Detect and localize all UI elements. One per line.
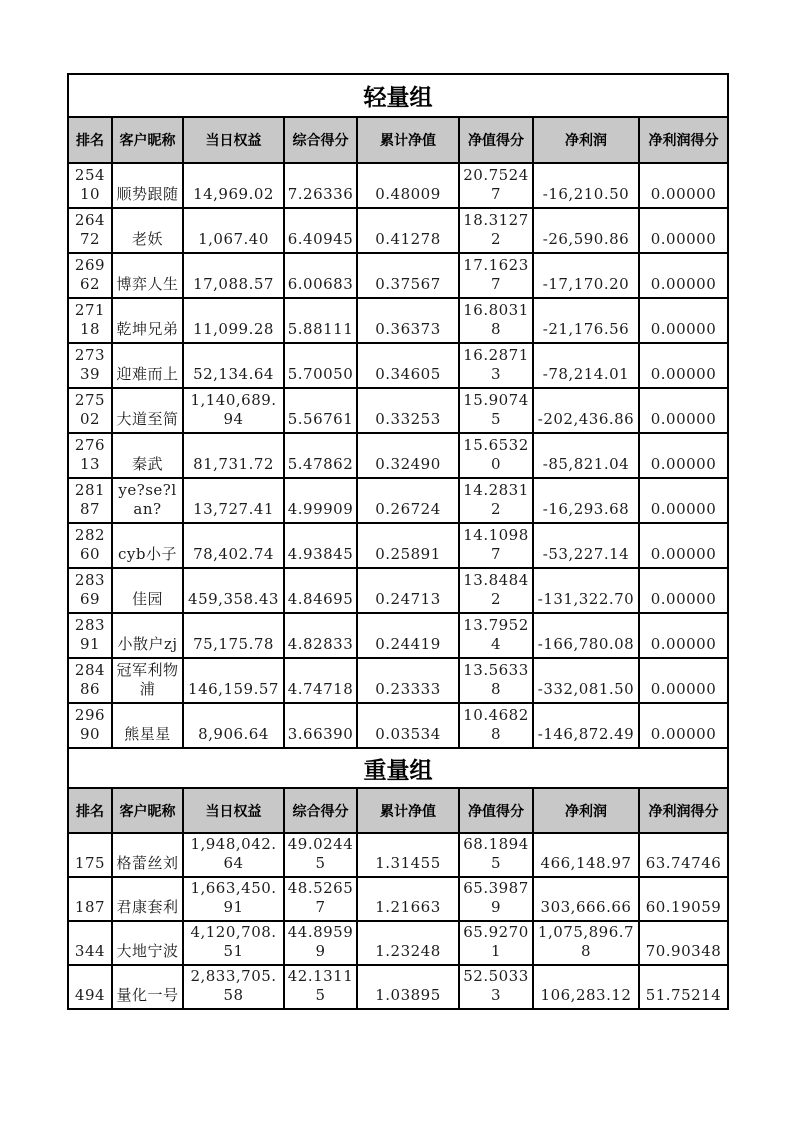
net-profit-score-cell: 51.75214 — [639, 965, 728, 1009]
table-row — [68, 613, 728, 658]
cumulative-networth-cell: 1.03895 — [357, 965, 459, 1009]
heavy-group-title: 重量组 — [68, 748, 728, 788]
nickname-cell: 乾坤兄弟 — [112, 298, 183, 343]
cumulative-networth-cell: 0.26724 — [357, 478, 459, 523]
networth-score-cell: 17.16237 — [459, 253, 533, 298]
column-header: 累计净值 — [357, 117, 459, 163]
rank-cell: 27613 — [68, 433, 112, 478]
net-profit-score-cell: 70.90348 — [639, 921, 728, 965]
nickname-cell: 熊星星 — [112, 703, 183, 748]
column-header: 客户昵称 — [112, 788, 183, 833]
composite-score-cell: 5.47862 — [284, 433, 357, 478]
networth-score-cell: 16.80318 — [459, 298, 533, 343]
composite-score-cell: 4.82833 — [284, 613, 357, 658]
net-profit-cell: -131,322.70 — [533, 568, 639, 613]
net-profit-cell: 466,148.97 — [533, 833, 639, 877]
cumulative-networth-cell: 0.41278 — [357, 208, 459, 253]
table-row — [68, 163, 728, 208]
table-row — [68, 833, 728, 877]
table-row — [68, 568, 728, 613]
net-profit-score-cell: 0.00000 — [639, 568, 728, 613]
cumulative-networth-cell: 0.36373 — [357, 298, 459, 343]
net-profit-score-cell: 0.00000 — [639, 388, 728, 433]
rank-cell: 27339 — [68, 343, 112, 388]
cumulative-networth-cell: 0.32490 — [357, 433, 459, 478]
composite-score-cell: 6.40945 — [284, 208, 357, 253]
nickname-cell: 顺势跟随 — [112, 163, 183, 208]
daily-equity-cell: 13,727.41 — [183, 478, 284, 523]
cumulative-networth-cell: 0.25891 — [357, 523, 459, 568]
daily-equity-cell: 8,906.64 — [183, 703, 284, 748]
composite-score-cell: 4.74718 — [284, 658, 357, 703]
net-profit-cell: -78,214.01 — [533, 343, 639, 388]
networth-score-cell: 15.65320 — [459, 433, 533, 478]
nickname-cell: 迎难而上 — [112, 343, 183, 388]
net-profit-cell: -85,821.04 — [533, 433, 639, 478]
net-profit-score-cell: 0.00000 — [639, 613, 728, 658]
cumulative-networth-cell: 0.34605 — [357, 343, 459, 388]
cumulative-networth-cell: 1.31455 — [357, 833, 459, 877]
nickname-cell: 秦武 — [112, 433, 183, 478]
nickname-cell: 冠军利物浦 — [112, 658, 183, 703]
table-row — [68, 208, 728, 253]
net-profit-score-cell: 0.00000 — [639, 478, 728, 523]
daily-equity-cell: 459,358.43 — [183, 568, 284, 613]
daily-equity-cell: 1,067.40 — [183, 208, 284, 253]
cumulative-networth-cell: 0.48009 — [357, 163, 459, 208]
table-row — [68, 703, 728, 748]
rank-cell: 28260 — [68, 523, 112, 568]
composite-score-cell: 5.56761 — [284, 388, 357, 433]
heavy-group-table — [67, 747, 729, 1010]
daily-equity-cell: 1,140,689.94 — [183, 388, 284, 433]
networth-score-cell: 52.50333 — [459, 965, 533, 1009]
table-row — [68, 253, 728, 298]
heavy-group-body — [68, 833, 728, 1009]
composite-score-cell: 6.00683 — [284, 253, 357, 298]
rank-cell: 25410 — [68, 163, 112, 208]
daily-equity-cell: 1,663,450.91 — [183, 877, 284, 921]
table-row — [68, 478, 728, 523]
nickname-cell: 大地宁波 — [112, 921, 183, 965]
heavy-group-title-row — [68, 748, 728, 788]
composite-score-cell: 4.84695 — [284, 568, 357, 613]
composite-score-cell: 5.70050 — [284, 343, 357, 388]
net-profit-score-cell: 60.19059 — [639, 877, 728, 921]
networth-score-cell: 13.84842 — [459, 568, 533, 613]
nickname-cell: 大道至简 — [112, 388, 183, 433]
nickname-cell: 量化一号 — [112, 965, 183, 1009]
table-row — [68, 921, 728, 965]
nickname-cell: 君康套利 — [112, 877, 183, 921]
net-profit-score-cell: 63.74746 — [639, 833, 728, 877]
rank-cell: 26962 — [68, 253, 112, 298]
table-row — [68, 388, 728, 433]
net-profit-score-cell: 0.00000 — [639, 703, 728, 748]
rank-cell: 28486 — [68, 658, 112, 703]
daily-equity-cell: 78,402.74 — [183, 523, 284, 568]
nickname-cell: 小散户zj — [112, 613, 183, 658]
rank-cell: 28391 — [68, 613, 112, 658]
networth-score-cell: 65.92701 — [459, 921, 533, 965]
net-profit-cell: 106,283.12 — [533, 965, 639, 1009]
rank-cell: 29690 — [68, 703, 112, 748]
net-profit-cell: -21,176.56 — [533, 298, 639, 343]
networth-score-cell: 68.18945 — [459, 833, 533, 877]
composite-score-cell: 44.89599 — [284, 921, 357, 965]
light-group-body — [68, 163, 728, 748]
cumulative-networth-cell: 0.24419 — [357, 613, 459, 658]
networth-score-cell: 14.10987 — [459, 523, 533, 568]
rank-cell: 27502 — [68, 388, 112, 433]
cumulative-networth-cell: 0.33253 — [357, 388, 459, 433]
nickname-cell: 博弈人生 — [112, 253, 183, 298]
rank-cell: 28187 — [68, 478, 112, 523]
table-row — [68, 298, 728, 343]
column-header: 净利润得分 — [639, 788, 728, 833]
column-header: 累计净值 — [357, 788, 459, 833]
column-header: 净值得分 — [459, 788, 533, 833]
rank-cell: 26472 — [68, 208, 112, 253]
cumulative-networth-cell: 0.23333 — [357, 658, 459, 703]
daily-equity-cell: 52,134.64 — [183, 343, 284, 388]
networth-score-cell: 13.56338 — [459, 658, 533, 703]
column-header: 综合得分 — [284, 788, 357, 833]
daily-equity-cell: 81,731.72 — [183, 433, 284, 478]
daily-equity-cell: 146,159.57 — [183, 658, 284, 703]
composite-score-cell: 7.26336 — [284, 163, 357, 208]
net-profit-score-cell: 0.00000 — [639, 658, 728, 703]
table-row — [68, 965, 728, 1009]
column-header: 排名 — [68, 788, 112, 833]
light-group-title: 轻量组 — [68, 74, 728, 117]
composite-score-cell: 48.52657 — [284, 877, 357, 921]
net-profit-cell: -26,590.86 — [533, 208, 639, 253]
net-profit-score-cell: 0.00000 — [639, 253, 728, 298]
heavy-group-column-headers — [68, 788, 728, 833]
networth-score-cell: 65.39879 — [459, 877, 533, 921]
net-profit-cell: 1,075,896.78 — [533, 921, 639, 965]
net-profit-cell: -16,210.50 — [533, 163, 639, 208]
nickname-cell: cyb小子 — [112, 523, 183, 568]
rank-cell: 187 — [68, 877, 112, 921]
net-profit-score-cell: 0.00000 — [639, 208, 728, 253]
net-profit-score-cell: 0.00000 — [639, 523, 728, 568]
cumulative-networth-cell: 1.21663 — [357, 877, 459, 921]
nickname-cell: ye?se?lan? — [112, 478, 183, 523]
net-profit-score-cell: 0.00000 — [639, 433, 728, 478]
column-header: 当日权益 — [183, 117, 284, 163]
column-header: 综合得分 — [284, 117, 357, 163]
column-header: 净值得分 — [459, 117, 533, 163]
column-header: 排名 — [68, 117, 112, 163]
networth-score-cell: 10.46828 — [459, 703, 533, 748]
composite-score-cell: 4.93845 — [284, 523, 357, 568]
net-profit-cell: -16,293.68 — [533, 478, 639, 523]
daily-equity-cell: 2,833,705.58 — [183, 965, 284, 1009]
cumulative-networth-cell: 0.03534 — [357, 703, 459, 748]
networth-score-cell: 13.79524 — [459, 613, 533, 658]
rank-cell: 175 — [68, 833, 112, 877]
table-row — [68, 658, 728, 703]
composite-score-cell: 49.02445 — [284, 833, 357, 877]
net-profit-cell: -332,081.50 — [533, 658, 639, 703]
table-row — [68, 433, 728, 478]
cumulative-networth-cell: 0.24713 — [357, 568, 459, 613]
nickname-cell: 格蕾丝刘 — [112, 833, 183, 877]
table-row — [68, 523, 728, 568]
column-header: 净利润 — [533, 788, 639, 833]
daily-equity-cell: 1,948,042.64 — [183, 833, 284, 877]
net-profit-score-cell: 0.00000 — [639, 343, 728, 388]
table-row — [68, 343, 728, 388]
rank-cell: 27118 — [68, 298, 112, 343]
table-row — [68, 877, 728, 921]
light-group-table — [67, 73, 729, 749]
ranking-sheet — [67, 73, 727, 1010]
networth-score-cell: 15.90745 — [459, 388, 533, 433]
net-profit-cell: -17,170.20 — [533, 253, 639, 298]
column-header: 当日权益 — [183, 788, 284, 833]
net-profit-cell: -166,780.08 — [533, 613, 639, 658]
net-profit-cell: 303,666.66 — [533, 877, 639, 921]
networth-score-cell: 18.31272 — [459, 208, 533, 253]
daily-equity-cell: 11,099.28 — [183, 298, 284, 343]
composite-score-cell: 42.13115 — [284, 965, 357, 1009]
net-profit-score-cell: 0.00000 — [639, 298, 728, 343]
networth-score-cell: 20.75247 — [459, 163, 533, 208]
column-header: 净利润 — [533, 117, 639, 163]
net-profit-cell: -53,227.14 — [533, 523, 639, 568]
light-group-column-headers — [68, 117, 728, 163]
column-header: 客户昵称 — [112, 117, 183, 163]
nickname-cell: 老妖 — [112, 208, 183, 253]
composite-score-cell: 5.88111 — [284, 298, 357, 343]
net-profit-cell: -202,436.86 — [533, 388, 639, 433]
nickname-cell: 佳园 — [112, 568, 183, 613]
column-header: 净利润得分 — [639, 117, 728, 163]
rank-cell: 494 — [68, 965, 112, 1009]
rank-cell: 344 — [68, 921, 112, 965]
daily-equity-cell: 75,175.78 — [183, 613, 284, 658]
networth-score-cell: 16.28713 — [459, 343, 533, 388]
networth-score-cell: 14.28312 — [459, 478, 533, 523]
cumulative-networth-cell: 0.37567 — [357, 253, 459, 298]
daily-equity-cell: 4,120,708.51 — [183, 921, 284, 965]
net-profit-score-cell: 0.00000 — [639, 163, 728, 208]
daily-equity-cell: 14,969.02 — [183, 163, 284, 208]
net-profit-cell: -146,872.49 — [533, 703, 639, 748]
daily-equity-cell: 17,088.57 — [183, 253, 284, 298]
composite-score-cell: 3.66390 — [284, 703, 357, 748]
cumulative-networth-cell: 1.23248 — [357, 921, 459, 965]
rank-cell: 28369 — [68, 568, 112, 613]
composite-score-cell: 4.99909 — [284, 478, 357, 523]
light-group-title-row — [68, 74, 728, 117]
